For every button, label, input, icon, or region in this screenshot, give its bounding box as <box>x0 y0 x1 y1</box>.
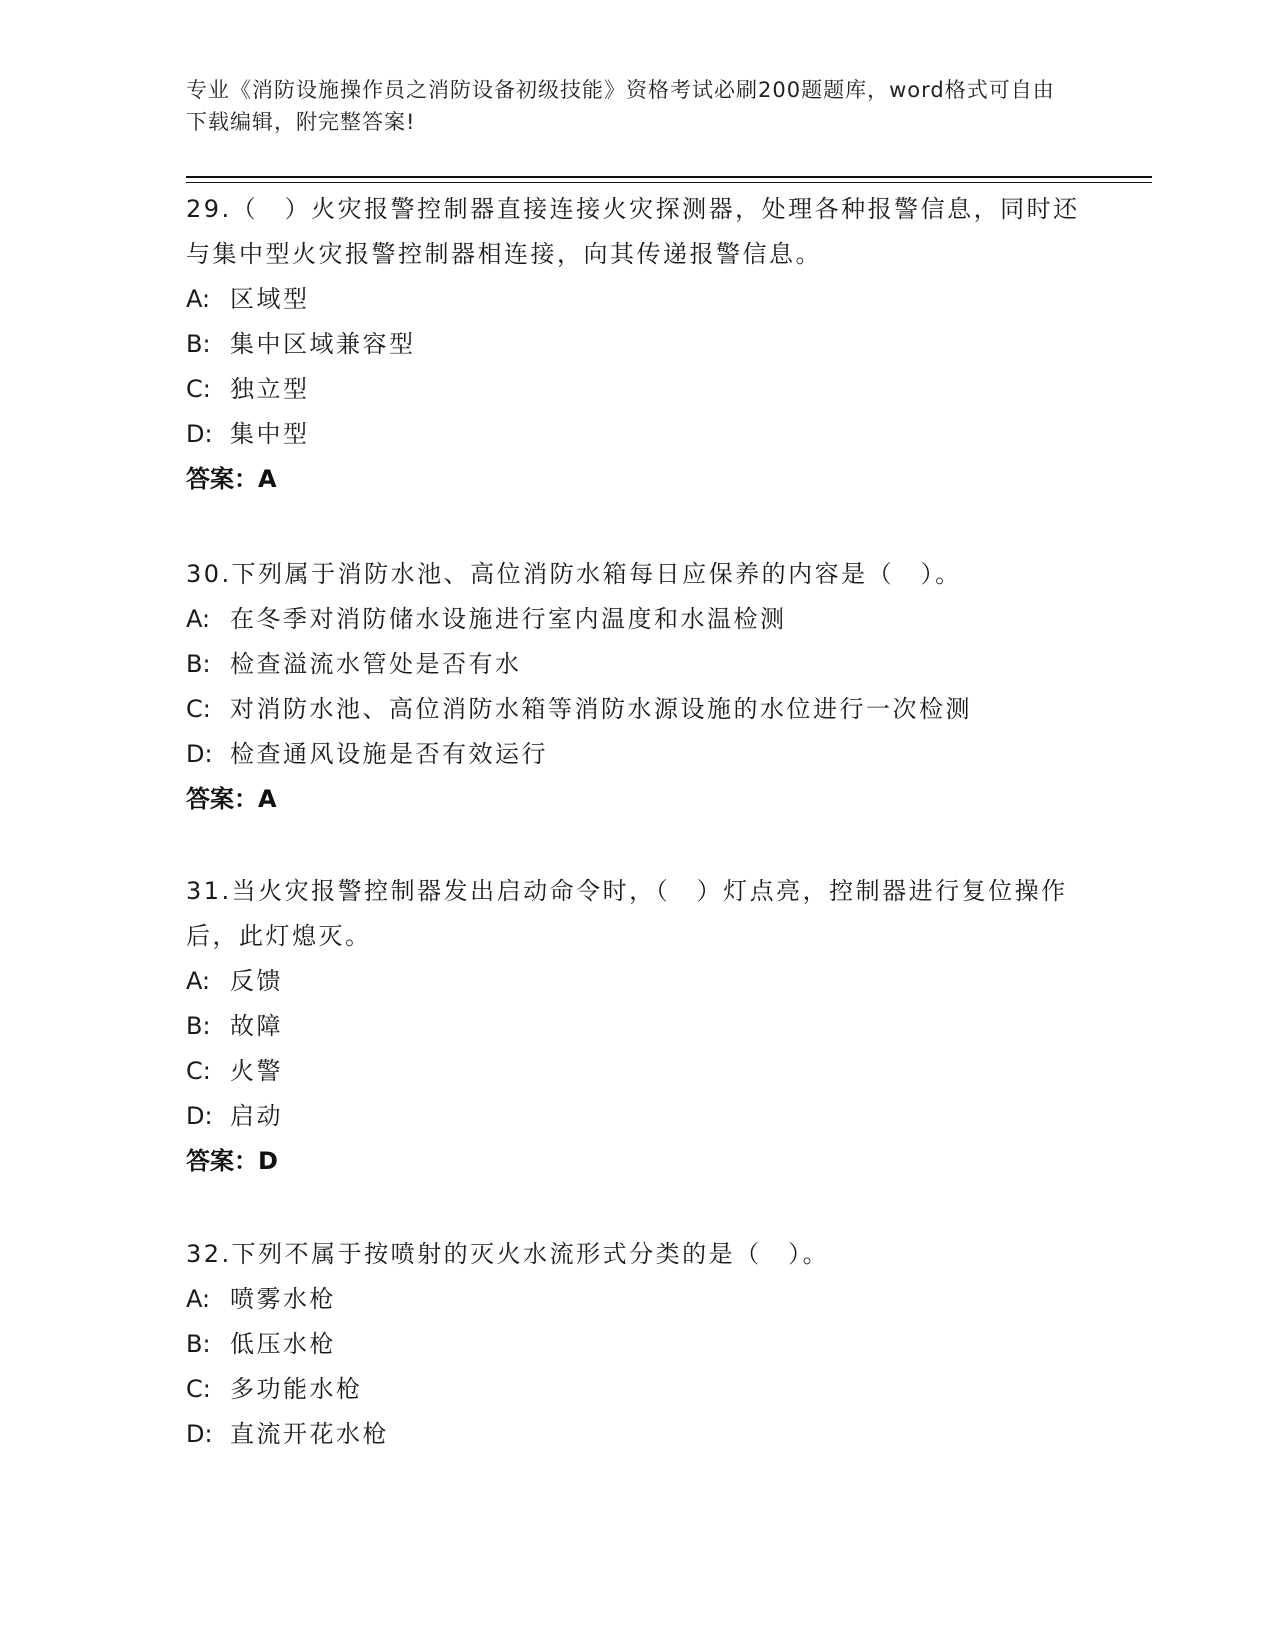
question-30 <box>186 552 1086 822</box>
option-text: 启动 <box>230 1102 283 1130</box>
option-letter: C: <box>186 695 211 723</box>
answer: 答案：A <box>186 785 277 813</box>
option-a <box>186 277 1086 322</box>
option-b <box>186 1322 1086 1367</box>
question-32 <box>186 1232 1086 1457</box>
option-letter: B: <box>186 650 211 678</box>
question-31 <box>186 869 1086 1184</box>
option-letter: C: <box>186 1057 211 1085</box>
option-b <box>186 642 1086 687</box>
option-letter: A: <box>186 285 211 313</box>
option-letter: D: <box>186 1102 213 1130</box>
option-letter: A: <box>186 967 211 995</box>
question-29 <box>186 187 1086 502</box>
option-letter: A: <box>186 1285 211 1313</box>
option-text: 集中区域兼容型 <box>230 330 416 358</box>
option-text: 检查通风设施是否有效运行 <box>230 740 548 768</box>
option-letter: B: <box>186 330 211 358</box>
option-letter: D: <box>186 740 213 768</box>
option-text: 多功能水枪 <box>230 1375 363 1403</box>
option-text: 火警 <box>230 1057 283 1085</box>
question-stem: 31.当火灾报警控制器发出启动命令时，（ ）灯点亮，控制器进行复位操作后，此灯熄灭。 <box>186 877 1068 950</box>
option-c <box>186 1367 1086 1412</box>
option-text: 检查溢流水管处是否有水 <box>230 650 522 678</box>
option-a <box>186 959 1086 1004</box>
option-b <box>186 322 1086 367</box>
option-text: 故障 <box>230 1012 283 1040</box>
option-letter: D: <box>186 1420 213 1448</box>
option-text: 反馈 <box>230 967 283 995</box>
header-rule-thin <box>186 182 1152 183</box>
option-text: 集中型 <box>230 420 310 448</box>
option-letter: A: <box>186 605 211 633</box>
question-stem: 29.（ ）火灾报警控制器直接连接火灾探测器，处理各种报警信息，同时还与集中型火灾报警控制器相连接，向其传递报警信息。 <box>186 195 1080 268</box>
option-text: 在冬季对消防储水设施进行室内温度和水温检测 <box>230 605 787 633</box>
option-d <box>186 732 1086 777</box>
option-text: 低压水枪 <box>230 1330 336 1358</box>
option-letter: B: <box>186 1330 211 1358</box>
question-stem: 30.下列属于消防水池、高位消防水箱每日应保养的内容是（ ）。 <box>186 560 962 588</box>
answer: 答案：D <box>186 1147 278 1175</box>
answer: 答案：A <box>186 465 277 493</box>
option-b <box>186 1004 1086 1049</box>
question-stem: 32.下列不属于按喷射的灭火水流形式分类的是（ ）。 <box>186 1240 830 1268</box>
option-text: 区域型 <box>230 285 310 313</box>
option-letter: B: <box>186 1012 211 1040</box>
option-c <box>186 687 1086 732</box>
header-rule-thick <box>186 176 1152 178</box>
option-letter: C: <box>186 1375 211 1403</box>
option-text: 直流开花水枪 <box>230 1420 389 1448</box>
option-c <box>186 367 1086 412</box>
option-letter: C: <box>186 375 211 403</box>
option-d <box>186 412 1086 457</box>
page-header: 专业《消防设施操作员之消防设备初级技能》资格考试必刷200题题库，word格式可自由下载编辑，附完整答案! <box>186 78 1055 134</box>
option-text: 独立型 <box>230 375 310 403</box>
option-text: 喷雾水枪 <box>230 1285 336 1313</box>
option-a <box>186 597 1086 642</box>
option-letter: D: <box>186 420 213 448</box>
option-text: 对消防水池、高位消防水箱等消防水源设施的水位进行一次检测 <box>230 695 972 723</box>
option-c <box>186 1049 1086 1094</box>
option-a <box>186 1277 1086 1322</box>
option-d <box>186 1094 1086 1139</box>
option-d <box>186 1412 1086 1457</box>
